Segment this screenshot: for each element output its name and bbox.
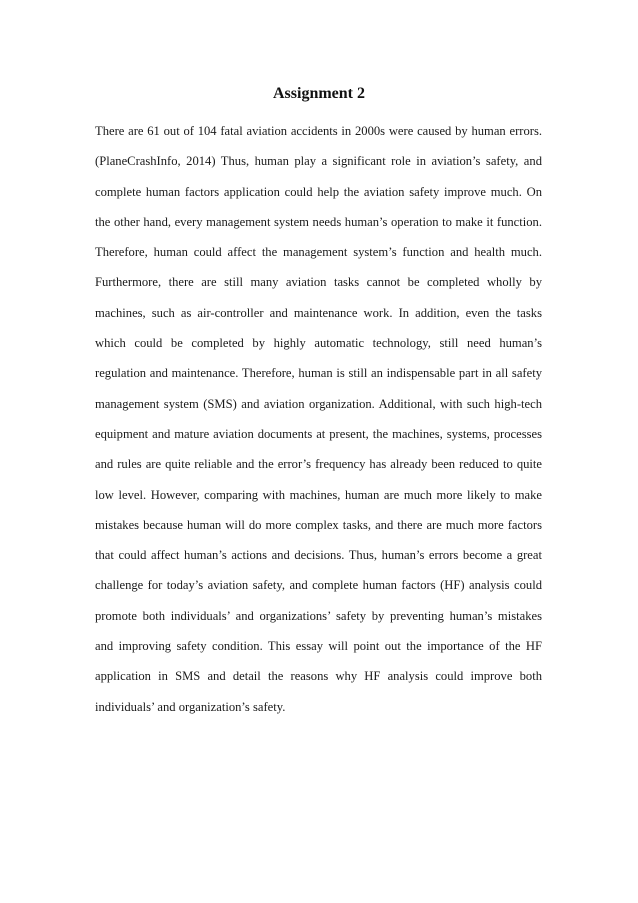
- paragraph-line: challenge for today’s aviation safety, and complete human factors (HF) analysis could: [95, 578, 542, 593]
- body-paragraph: [95, 116, 542, 722]
- paragraph-line: machines, such as air-controller and maintenance work. In addition, even the tasks: [95, 305, 542, 320]
- paragraph-line: Therefore, human could affect the management system’s function and health much.: [95, 245, 542, 260]
- paragraph-line: regulation and maintenance. Therefore, human is still an indispensable part in all safety: [95, 366, 542, 381]
- paragraph-line: equipment and mature aviation documents at present, the machines, systems, processes: [95, 426, 542, 441]
- paragraph-line: mistakes because human will do more complex tasks, and there are much more factors: [95, 517, 542, 532]
- paragraph-line: low level. However, comparing with machines, human are much more likely to make: [95, 487, 542, 502]
- paragraph-line: which could be completed by highly automatic technology, still need human’s: [95, 336, 542, 351]
- paragraph-line: that could affect human’s actions and decisions. Thus, human’s errors become a great: [95, 548, 542, 563]
- paragraph-line: promote both individuals’ and organizations’ safety by preventing human’s mistakes: [95, 608, 542, 623]
- paragraph-line: the other hand, every management system needs human’s operation to make it function.: [95, 214, 542, 229]
- paragraph-line: application in SMS and detail the reasons why HF analysis could improve both: [95, 669, 542, 684]
- paragraph-line: There are 61 out of 104 fatal aviation accidents in 2000s were caused by human errors.: [95, 124, 542, 138]
- paragraph-line: individuals’ and organization’s safety.: [95, 699, 286, 714]
- paragraph-line: Furthermore, there are still many aviation tasks cannot be completed wholly by: [95, 275, 542, 290]
- document-title: Assignment 2: [272, 85, 365, 102]
- paragraph-line: and improving safety condition. This essay will point out the importance of the HF: [95, 639, 542, 654]
- paragraph-line: and rules are quite reliable and the error’s frequency has already been reduced to quite: [95, 457, 542, 472]
- paragraph-line: complete human factors application could help the aviation safety improve much. On: [95, 184, 542, 199]
- paragraph-line: management system (SMS) and aviation organization. Additional, with such high-tech: [95, 396, 542, 411]
- paragraph-line: (PlaneCrashInfo, 2014) Thus, human play a significant role in aviation’s safety, and: [95, 154, 542, 169]
